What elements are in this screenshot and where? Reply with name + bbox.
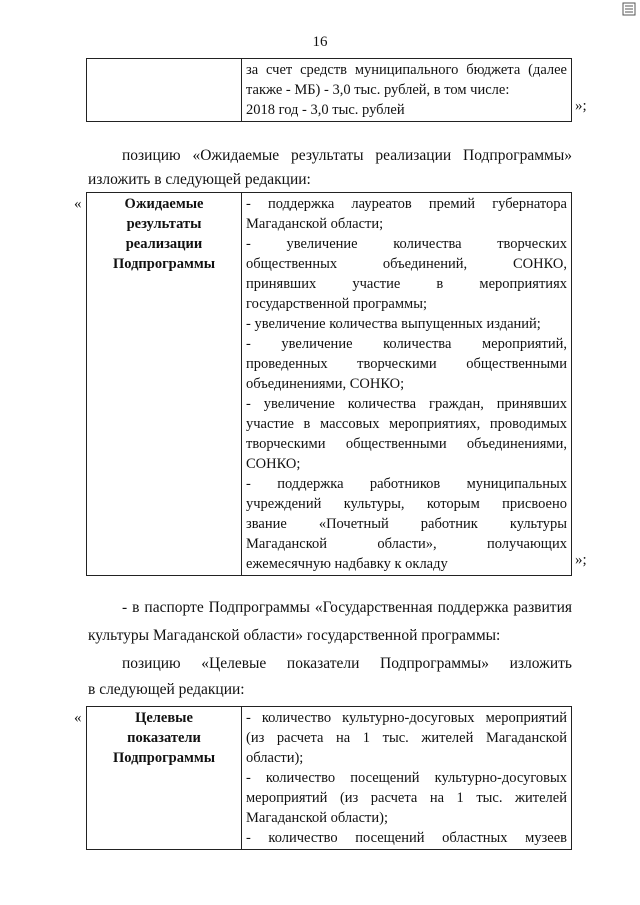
text-line: звание «Почетный работник культуры: [246, 516, 567, 532]
instruction-line: позицию «Целевые показатели Подпрограммы» изложить: [122, 655, 572, 672]
instruction-line: изложить в следующей редакции:: [88, 171, 311, 188]
list-item: [246, 234, 567, 314]
text-line: (из расчета на 1 тыс. жителей Магаданской: [246, 730, 567, 746]
text-line: - количество посещений областных музеев: [246, 830, 567, 846]
text-line: объединениями, СОНКО;: [246, 376, 405, 392]
text-line: участие в массовых мероприятиях, проводимых: [246, 416, 567, 432]
text-line: - увеличение количества творческих: [246, 236, 567, 252]
closing-quote: »;: [575, 552, 587, 568]
text-line: государственной программы;: [246, 296, 427, 312]
target-indicators-title-cell: [87, 707, 242, 850]
text-line: мероприятий (из расчета на 1 тыс. жителей: [246, 790, 567, 806]
expected-results-table: [86, 192, 572, 576]
instruction-line: культуры Магаданской области» государственной программы:: [88, 627, 501, 644]
list-item: [246, 334, 567, 394]
page-number: 16: [312, 34, 328, 50]
funding-table-right-cell: [242, 59, 572, 122]
list-item: [246, 708, 567, 768]
text-line: принявших участие в мероприятиях: [246, 276, 567, 292]
title-line: Ожидаемые: [124, 196, 204, 212]
text-line: проведенных творческими общественными: [246, 356, 567, 372]
list-item: [246, 314, 567, 334]
opening-quote: «: [74, 196, 82, 212]
text-line: - поддержка работников муниципальных: [246, 476, 567, 492]
text-line: также - МБ) - 3,0 тыс. рублей, в том числе:: [246, 82, 510, 98]
title-line: Подпрограммы: [112, 256, 216, 272]
list-item: [246, 194, 567, 234]
instruction-line: - в паспорте Подпрограммы «Государственная поддержка развития: [122, 599, 572, 616]
text-line: Магаданской области», получающих: [246, 536, 567, 552]
text-line: - увеличение количества выпущенных изданий;: [246, 316, 541, 332]
text-line: за счет средств муниципального бюджета (далее: [246, 62, 567, 78]
text-line: 2018 год - 3,0 тыс. рублей: [246, 102, 405, 118]
text-line: - количество культурно-досуговых мероприятий: [246, 710, 567, 726]
list-item: [246, 768, 567, 828]
instruction-line: в следующей редакции:: [88, 681, 245, 698]
funding-table: [86, 58, 572, 122]
text-line: общественных объединений, СОНКО,: [246, 256, 567, 272]
text-line: учреждений культуры, которым присвоено: [246, 496, 567, 512]
expected-results-items-cell: [242, 193, 572, 576]
title-line: показатели: [127, 730, 201, 746]
list-item: [246, 474, 567, 574]
closing-quote: »;: [575, 98, 587, 114]
opening-quote: «: [74, 710, 82, 726]
text-line: - количество посещений культурно-досуговых: [246, 770, 567, 786]
target-indicators-items-cell: [242, 707, 572, 850]
title-line: результаты: [126, 216, 202, 232]
text-line: - поддержка лауреатов премий губернатора: [246, 196, 567, 212]
text-line: ежемесячную надбавку к окладу: [246, 556, 448, 572]
title-line: реализации: [125, 236, 203, 252]
text-line: творческими общественными объединениями,: [246, 436, 567, 452]
title-line: Подпрограммы: [112, 750, 216, 766]
list-item: [246, 394, 567, 474]
target-indicators-table: [86, 706, 572, 850]
text-line: - увеличение количества мероприятий,: [246, 336, 567, 352]
text-line: Магаданской области;: [246, 216, 384, 232]
text-line: области);: [246, 750, 304, 766]
instruction-line: позицию «Ожидаемые результаты реализации Подпрограммы»: [122, 147, 572, 164]
text-line: Магаданской области);: [246, 810, 388, 826]
corner-mark-icon: [622, 2, 636, 16]
title-line: Целевые: [135, 710, 193, 726]
text-line: СОНКО;: [246, 456, 301, 472]
expected-results-title-cell: [87, 193, 242, 576]
list-item: [246, 828, 567, 848]
funding-table-left-cell: [87, 59, 242, 122]
text-line: - увеличение количества граждан, принявших: [246, 396, 567, 412]
